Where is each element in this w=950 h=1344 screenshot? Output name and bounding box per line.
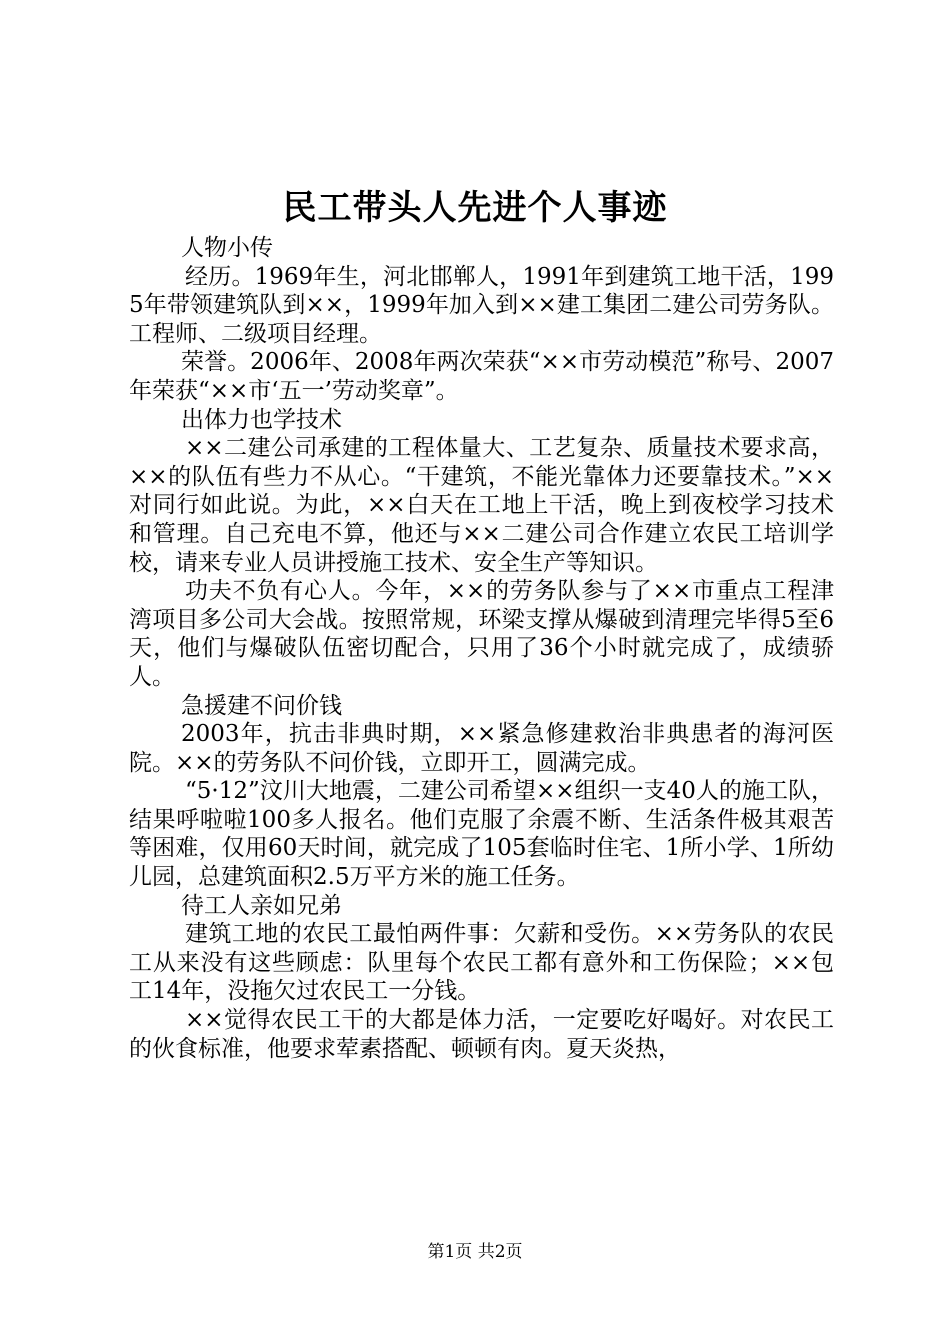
section-heading: 待工人亲如兄弟 <box>181 892 342 919</box>
paragraph: “5·12”汶川大地震，二建公司希望××组织一支40人的施工队，结果呼啦啦100多人报名。他们克服了余震不断、生活条件极其艰苦等困难，仅用60天时间，就完成了105套临时住宅、1所小学、1所幼儿园，总建筑面积2.5万平方米的施工任务。 <box>129 778 834 891</box>
page-footer: 第1页 共2页 <box>427 1242 523 1262</box>
paragraph: 功夫不负有心人。今年，××的劳务队参与了××市重点工程津湾项目多公司大会战。按照常规，环梁支撑从爆破到清理完毕得5至6天，他们与爆破队伍密切配合，只用了36个小时就完成了，成绩骄人。 <box>129 578 834 690</box>
paragraph: 荣誉。2006年、2008年两次荣获“××市劳动模范”称号、2007年荣获“××市‘五一’劳动奖章”。 <box>129 349 834 404</box>
paragraph: ××觉得农民工干的大都是体力活，一定要吃好喝好。对农民工的伙食标准，他要求荤素搭配、顿顿有肉。夏天炎热， <box>129 1007 834 1062</box>
paragraph: 建筑工地的农民工最怕两件事：欠薪和受伤。××劳务队的农民工从来没有这些顾虑：队里每个农民工都有意外和工伤保险；××包工14年，没拖欠过农民工一分钱。 <box>129 921 834 1005</box>
paragraph: 经历。1969年生，河北邯郸人，1991年到建筑工地干活，1995年带领建筑队到××，1999年加入到××建工集团二建公司劳务队。工程师、二级项目经理。 <box>129 263 834 347</box>
paragraph: 2003年，抗击非典时期，××紧急修建救治非典患者的海河医院。××的劳务队不问价钱，立即开工，圆满完成。 <box>129 721 834 776</box>
paragraph: ××二建公司承建的工程体量大、工艺复杂、质量技术要求高，××的队伍有些力不从心。“干建筑，不能光靠体力还要靠技术。”××对同行如此说。为此，××白天在工地上干活，晚上到夜校学习技术和管理。自己充电不算，他还与××二建公司合作建立农民工培训学校，请来专业人员讲授施工技术、安全生产等知识。 <box>129 435 834 576</box>
section-heading: 人物小传 <box>181 235 273 261</box>
section-heading: 急援建不问价钱 <box>181 692 342 719</box>
document-body <box>129 234 834 1063</box>
section-heading: 出体力也学技术 <box>181 406 342 433</box>
page-title: 民工带头人先进个人事迹 <box>282 188 668 228</box>
